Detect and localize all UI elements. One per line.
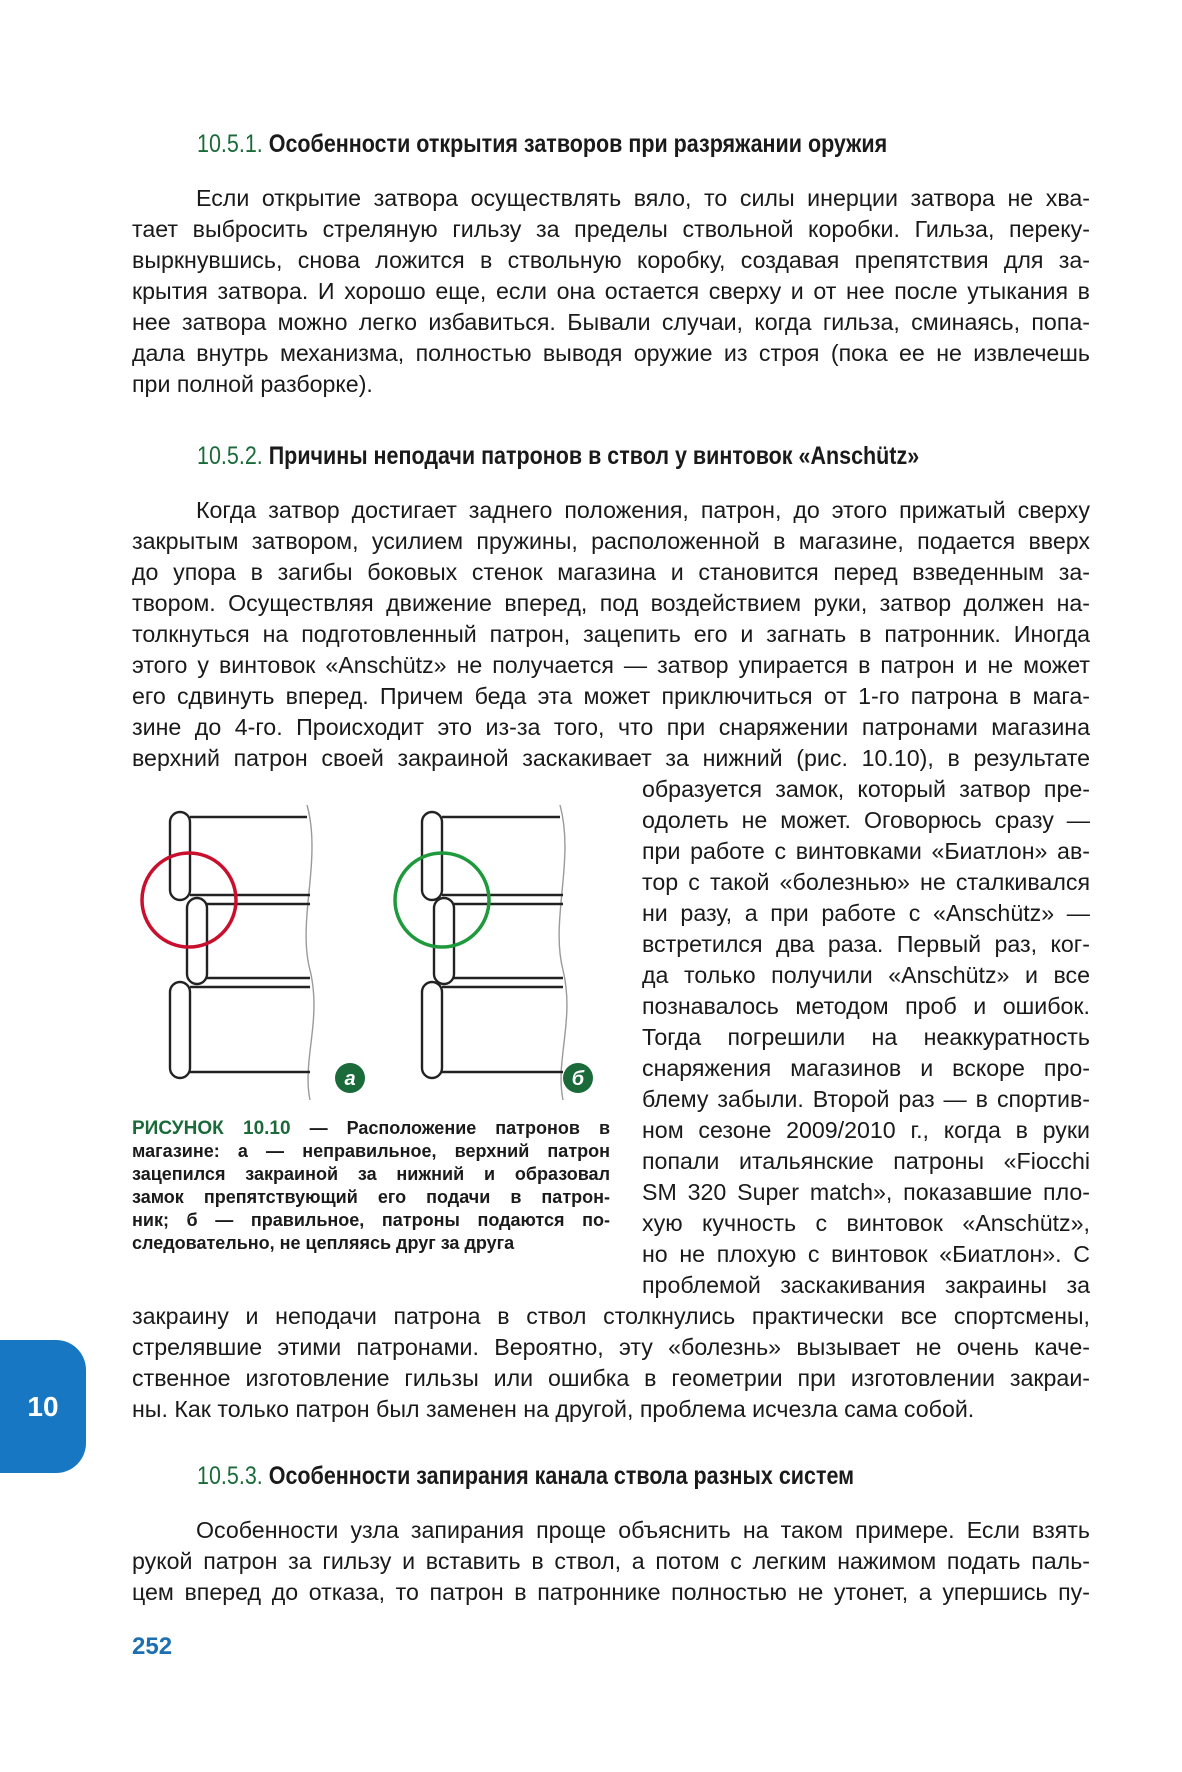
paragraph-10-5-2-full bbox=[132, 495, 1090, 774]
text-line: при работе с винтовками «Биатлон» ав- bbox=[642, 838, 1090, 864]
text-line: образуется замок, который затвор пре- bbox=[642, 776, 1090, 802]
text-line: верхний патрон своей закраиной заскакивает за нижний (рис. 10.10), в результате bbox=[132, 745, 1090, 771]
section-title: Причины неподачи патронов в ствол у винтовок «Anschütz» bbox=[268, 442, 920, 470]
panel-a bbox=[142, 805, 365, 1100]
text-line: при полной разборке). bbox=[132, 371, 373, 397]
section-heading-10-5-2 bbox=[197, 440, 919, 472]
text-line: этого у винтовок «Anschütz» не получается — затвор упирается в патрон и не может bbox=[132, 652, 1090, 678]
figure-caption bbox=[132, 1117, 610, 1255]
section-number: 10.5.3. bbox=[197, 1462, 263, 1490]
text-line: Когда затвор достигает заднего положения, патрон, до этого прижатый сверху bbox=[196, 497, 1090, 523]
text-line: дала внутрь механизма, полностью выводя оружие из строя (пока ее не извлечешь bbox=[132, 340, 1090, 366]
text-line: одолеть не может. Оговорюсь сразу — bbox=[642, 807, 1090, 833]
text-line: до упора в загибы боковых стенок магазина и становится перед взведенным за- bbox=[132, 559, 1090, 585]
text-line: выркнувшись, снова ложится в ствольную коробку, создавая препятствия для за- bbox=[132, 247, 1090, 273]
text-line: цем вперед до отказа, то патрон в патроннике полностью не утонет, а упершись пу- bbox=[132, 1579, 1090, 1605]
text-line: толкнуться на подготовленный патрон, зацепить его и загнать в патронник. Иногда bbox=[132, 621, 1090, 647]
text-line: тор с такой «болезнью» не сталкивался bbox=[642, 869, 1090, 895]
text-line: хую кучность с винтовок «Anschütz», bbox=[642, 1210, 1090, 1236]
text-line: попали итальянские патроны «Fiocchi bbox=[642, 1148, 1090, 1174]
text-line: тает выбросить стреляную гильзу за пределы ствольной коробки. Гильза, переку- bbox=[132, 216, 1090, 242]
caption-line: следовательно, не цепляясь друг за друга bbox=[132, 1233, 515, 1253]
caption-label: РИСУНОК 10.10 bbox=[132, 1118, 291, 1139]
text-line: SM 320 Super match», показавшие пло- bbox=[642, 1179, 1090, 1205]
text-line: проблемой заскакивания закраины за bbox=[642, 1272, 1090, 1298]
text-line: закраину и неподачи патрона в ствол столкнулись практически все спортсмены, bbox=[132, 1303, 1090, 1329]
caption-line: замок препятствующий его подачи в патрон- bbox=[132, 1187, 610, 1207]
text-line: Тогда погрешили на неаккуратность bbox=[642, 1024, 1090, 1050]
paragraph-10-5-3 bbox=[132, 1515, 1090, 1608]
section-heading-10-5-3 bbox=[197, 1460, 854, 1492]
text-line: встретился два раза. Первый раз, ког- bbox=[642, 931, 1090, 957]
caption-line: зацепился закраиной за нижний и образовал bbox=[132, 1164, 610, 1184]
section-title: Особенности запирания канала ствола разных систем bbox=[268, 1462, 855, 1490]
text-line: ственное изготовление гильзы или ошибка в геометрии при изготовлении закраи- bbox=[132, 1365, 1090, 1391]
label-a: а bbox=[344, 1068, 356, 1090]
caption-line: магазине: а — неправильное, верхний патрон bbox=[132, 1141, 610, 1161]
text-line: зине до 4-го. Происходит это из-за того, что при снаряжении патронами магазина bbox=[132, 714, 1090, 740]
text-line: ны. Как только патрон был заменен на другой, проблема исчезла сама собой. bbox=[132, 1396, 975, 1422]
label-b: б bbox=[571, 1068, 585, 1090]
text-line: снаряжения магазинов и вскоре про- bbox=[642, 1055, 1090, 1081]
chapter-number: 10 bbox=[27, 1390, 59, 1422]
text-line: но не плохую с винтовок «Биатлон». С bbox=[642, 1241, 1090, 1267]
text-line: ном сезоне 2009/2010 г., когда в руки bbox=[642, 1117, 1090, 1143]
text-line: Если открытие затвора осуществлять вяло, то силы инерции затвора не хва- bbox=[196, 185, 1090, 211]
text-line: крытия затвора. И хорошо еще, если она остается сверху и от нее после утыкания в bbox=[132, 278, 1090, 304]
paragraph-10-5-1 bbox=[132, 183, 1090, 400]
page-number: 252 bbox=[132, 1633, 173, 1660]
section-number: 10.5.1. bbox=[197, 130, 263, 158]
text-line: закрытым затвором, усилием пружины, расположенной в магазине, подается вверх bbox=[132, 528, 1090, 554]
figure-10-10 bbox=[132, 800, 610, 1110]
text-line: рукой патрон за гильзу и вставить в ствол, а потом с легким нажимом подать паль- bbox=[132, 1548, 1090, 1574]
text-line: нее затвора можно легко избавиться. Бывали случаи, когда гильза, сминаясь, попа- bbox=[132, 309, 1090, 335]
text-line: ни разу, а при работе с «Anschütz» — bbox=[642, 900, 1090, 926]
text-line: твором. Осуществляя движение вперед, под воздействием руки, затвор должен на- bbox=[132, 590, 1090, 616]
caption-line: — Расположение патронов в bbox=[290, 1118, 611, 1138]
chapter-tab bbox=[0, 1340, 86, 1473]
section-title: Особенности открытия затворов при разряжании оружия bbox=[268, 130, 888, 158]
text-line: Особенности узла запирания проще объяснить на таком примере. Если взять bbox=[196, 1517, 1090, 1543]
cartridge-diagram bbox=[132, 800, 610, 1110]
paragraph-10-5-2-tail bbox=[132, 1301, 1090, 1425]
text-line: блему забыли. Второй раз — в спортив- bbox=[642, 1086, 1090, 1112]
text-line: да только получили «Anschütz» и все bbox=[642, 962, 1090, 988]
caption-line: ник; б — правильное, патроны подаются по- bbox=[132, 1210, 610, 1230]
paragraph-10-5-2-narrow bbox=[642, 774, 1090, 1301]
text-line: стрелявшие этими патронами. Вероятно, эту «болезнь» вызывает не очень каче- bbox=[132, 1334, 1090, 1360]
section-heading-10-5-1 bbox=[197, 128, 887, 160]
text-line: познавалось методом проб и ошибок. bbox=[642, 993, 1090, 1019]
panel-b bbox=[395, 805, 593, 1100]
text-line: его сдвинуть вперед. Причем беда эта может приключиться от 1-го патрона в мага- bbox=[132, 683, 1090, 709]
section-number: 10.5.2. bbox=[197, 442, 263, 470]
